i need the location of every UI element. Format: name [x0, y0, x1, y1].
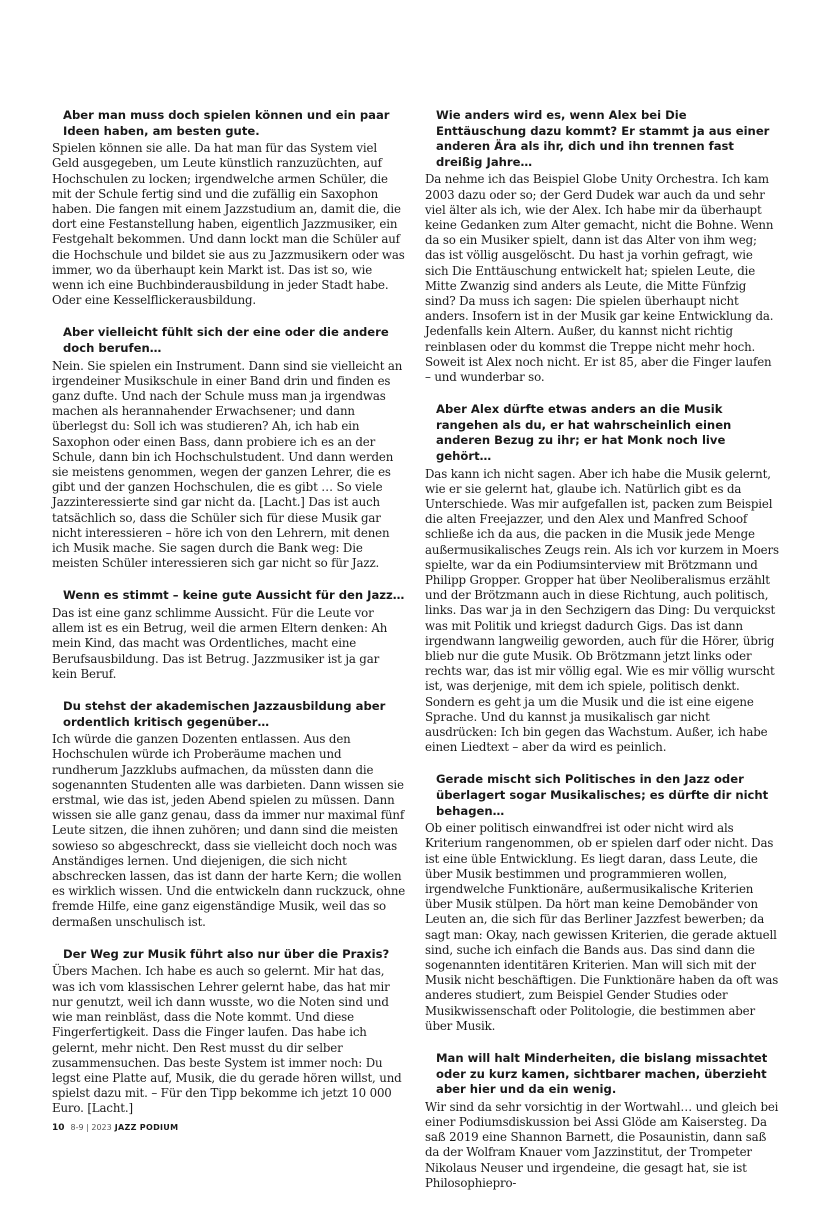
interview-answer: Wir sind da sehr vorsichtig in der Wortwahl… und gleich bei einer Podiumsdiskussion bei Assi Glöde am Kaisersteg. Da saß 2019 eine Shannon Barnett, die Posaunistin, dann saß da der Wolfram Knauer vom Jazzinstitut, der Trompeter Nikolaus Neuser und irgendeine, die gesagt hat, sie ist Philosophiepro-	[425, 1099, 779, 1190]
interview-answer: Ich würde die ganzen Dozenten entlassen. Aus den Hochschulen würde ich Proberäume machen und rundherum Jazzklubs aufmachen, da müssten dann die sogenannten Studenten alle was darbieten. Dann wissen sie erstmal, wie das ist, jeden Abend spielen zu müssen. Dann wissen sie alle ganz genau, dass da immer nur maximal fünf Leute sitzen, die ihnen zuhören; und dann sind die meisten sowieso so abgeschreckt, dass sie vielleicht doch noch was Anständiges lernen. Und diejenigen, die sich nicht abschrecken lassen, das ist dann der harte Kern; die wollen es wirklich wissen. Und die entwickeln dann ruckzuck, ohne fremde Hilfe, eine ganz eigenständige Musik, weil das so dermaßen unschulisch ist.	[52, 732, 406, 929]
interview-question: Gerade mischt sich Politisches in den Jazz oder überlagert sogar Musikalisches; es dürfte dir nicht behagen…	[436, 772, 769, 818]
right-column	[425, 108, 779, 1208]
interview-answer: Das kann ich nicht sagen. Aber ich habe die Musik gelernt, wie er sie gelernt hat, glaube ich. Natürlich gibt es da Unterschiede. Was mir aufgefallen ist, packen zum Beispiel die alten Freejazzer, und den Alex und Manfred Schoof schließe ich da aus, die packen in die Musik jede Menge außermusikalisches Zeugs rein. Als ich vor kurzem in Moers spielte, war da ein Podiumsinterview mit Brötzmann und Philipp Gropper. Gropper hat über Neoliberalismus erzählt und der Brötzmann auch in diese Richtung, auch politisch, links. Das war ja in den Sechzigern das Ding: Du verquickst was mit Politik und kriegst dadurch Gigs. Das ist dann irgendwann langweilig geworden, auch für die Hörer, übrig blieb nur die gute Musik. Ob Brötzmann jetzt links oder rechts war, das ist mir völlig egal. Wie es mir völlig wurscht ist, was derjenige, mit dem ich spiele, politisch denkt. Sondern es geht ja um die Musik und die ist eine eigene Sprache. Und du kannst ja musikalisch gar nicht ausdrücken: Ich bin gegen das Wachstum. Außer, ich habe einen Liedtext – aber da wird es peinlich.	[425, 466, 779, 755]
interview-question: Aber man muss doch spielen können und ein paar Ideen haben, am besten gute.	[63, 108, 390, 138]
page-number: 10	[52, 1123, 65, 1133]
interview-answer: Da nehme ich das Beispiel Globe Unity Orchestra. Ich kam 2003 dazu oder so; der Gerd Dudek war auch da und sehr viel älter als ich, wie der Alex. Ich habe mir da überhaupt keine Gedanken zum Alter gemacht, nicht die Bohne. Wenn da so ein Musiker spielt, dann ist das Alter von ihm weg; das ist völlig ausgelöscht. Du hast ja vorhin gefragt, wie sich Die Enttäuschung entwickelt hat; spielen Leute, die Mitte Zwanzig sind anders als Leute, die Mitte Fünfzig sind? Da muss ich sagen: Die spielen überhaupt nicht anders. Insofern ist in der Musik gar keine Entwicklung da. Jedenfalls kein Altern. Außer, du kannst nicht richtig reinblasen oder du kommst die Treppe nicht mehr hoch. Soweit ist Alex noch nicht. Er ist 85, aber die Finger laufen – und wunderbar so.	[425, 172, 774, 385]
interview-answer: Nein. Sie spielen ein Instrument. Dann sind sie vielleicht an irgendeiner Musikschule in einer Band drin und finden es ganz dufte. Und nach der Schule muss man ja irgendwas machen als herannahender Erwachsener; und dann überlegst du: Soll ich was studieren? Ah, ich hab ein Saxophon oder einen Bass, dann probiere ich es an der Schule, dann bin ich Hochschulstudent. Und dann werden sie meistens genommen, wegen der ganzen Lehrer, die es gibt und der ganzen Hochschulen, die es gibt … So viele Jazzinteressierte sind gar nicht da. [Lacht.] Das ist auch tatsächlich so, dass die Schüler sich für diese Musik gar nicht interessieren – höre ich von den Lehrern, mit denen ich Musik mache. Sie sagen durch die Bank weg: Die meisten Schüler interessieren sich gar nicht so für Jazz.	[52, 358, 403, 571]
interview-answer: Ob einer politisch einwandfrei ist oder nicht wird als Kriterium rangenommen, ob er spielen darf oder nicht. Das ist eine üble Entwicklung. Es liegt daran, dass Leute, die über Musik bestimmen und programmieren wollen, irgendwelche Funktionäre, außermusikalische Kriterien über Musik stülpen. Da hört man keine Demobänder von Leuten an, die sich für das Berliner Jazzfest bewerben; da sagt man: Okay, nach gewissen Kriterien, die gerade aktuell sind, suche ich einfach die Bands aus. Das sind dann die sogenannten identitären Kriterien. Man will sich mit der Musik nicht beschäftigen. Die Funktionäre haben da oft was anderes studiert, zum Beispiel Gender Studies oder Musikwissenschaft oder Politologie, die bestimmen aber über Musik.	[425, 821, 779, 1033]
qa-block	[52, 699, 406, 930]
qa-block	[52, 588, 406, 682]
qa-block	[52, 325, 406, 571]
left-column	[52, 108, 406, 1134]
qa-block	[52, 108, 406, 308]
interview-question: Du stehst der akademischen Jazzausbildung aber ordentlich kritisch gegenüber…	[63, 699, 386, 729]
interview-question: Wenn es stimmt – keine gute Aussicht für den Jazz…	[63, 588, 405, 603]
interview-question: Wie anders wird es, wenn Alex bei Die Enttäuschung dazu kommt? Er stammt ja aus einer anderen Ära als ihr, dich und ihn trennen fast dreißig Jahre…	[436, 108, 770, 169]
interview-answer: Das ist eine ganz schlimme Aussicht. Für die Leute vor allem ist es ein Betrug, weil die armen Eltern denken: Ah mein Kind, das macht was Ordentliches, macht eine Berufsausbildung. Das ist Betrug. Jazzmusiker ist ja gar kein Beruf.	[52, 606, 388, 681]
issue-label: 8-9 | 2023	[70, 1123, 112, 1132]
interview-answer: Spielen können sie alle. Da hat man für das System viel Geld ausgegeben, um Leute künstlich ranzuzüchten, auf Hochschulen zu locken; irgendwelche armen Schüler, die mit der Schule fertig sind und die zufällig ein Saxophon haben. Die fangen mit einem Jazzstudium an, damit die, die dort eine Festanstellung haben, eigentlich Jazzmusiker, ein Festgehalt bekommen. Und dann lockt man die Schüler auf die Hochschule und bildet sie aus zu Jazzmusikern oder was immer, wo da überhaupt kein Markt ist. Das ist so, wie wenn ich eine Buchbinderausbildung in jeder Stadt habe. Oder eine Kesselflickerausbildung.	[52, 141, 405, 308]
qa-block	[425, 772, 779, 1034]
interview-question: Man will halt Minderheiten, die bislang missachtet oder zu kurz kamen, sichtbarer machen, überzieht aber hier und da ein wenig.	[436, 1051, 768, 1097]
qa-block	[52, 947, 406, 1117]
qa-block	[425, 1051, 779, 1191]
qa-block	[425, 108, 779, 385]
interview-question: Aber Alex dürfte etwas anders an die Musik rangehen als du, er hat wahrscheinlich einen anderen Bezug zu ihr; er hat Monk noch live gehört…	[436, 402, 732, 463]
interview-question: Aber vielleicht fühlt sich der eine oder die andere doch berufen…	[63, 325, 389, 356]
interview-question: Der Weg zur Musik führt also nur über die Praxis?	[63, 946, 390, 961]
magazine-name: JAZZ PODIUM	[114, 1123, 179, 1132]
qa-block	[425, 402, 779, 755]
page-footer	[52, 1123, 178, 1133]
interview-answer: Übers Machen. Ich habe es auch so gelernt. Mir hat das, was ich vom klassischen Lehrer gelernt habe, das hat mir nur genutzt, weil ich dann wusste, wo die Noten sind und wie man reinbläst, dass die Note kommt. Und diese Fingerfertigkeit. Dass die Finger laufen. Das habe ich gelernt, mehr nicht. Den Rest musst du dir selber zusammensuchen. Das beste System ist immer noch: Du legst eine Platte auf, Musik, die du gerade hören willst, und spielst dazu mit. – Für den Tipp bekomme ich jetzt 10 000 Euro. [Lacht.]	[52, 964, 402, 1116]
